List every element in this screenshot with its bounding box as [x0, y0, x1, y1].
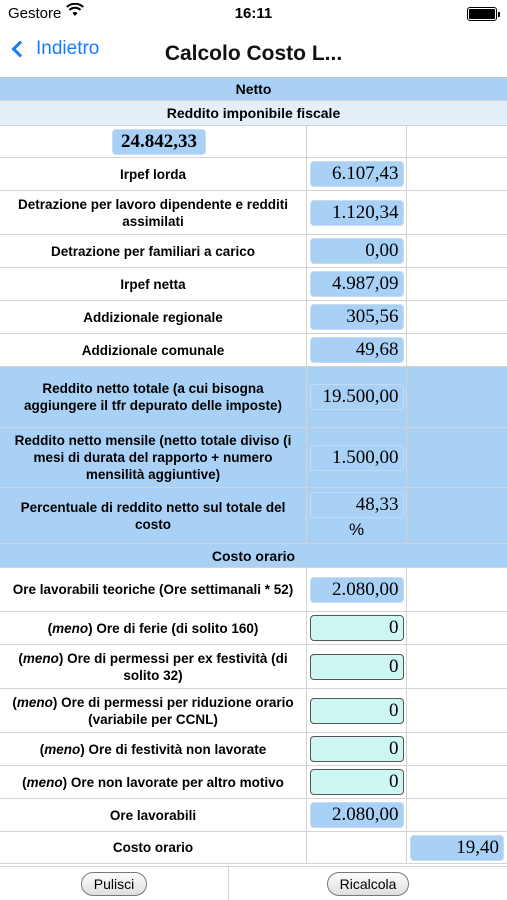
ore-festivita-input[interactable]: 0	[310, 736, 404, 762]
section-header-reddito	[0, 101, 507, 126]
table-row	[0, 612, 507, 645]
row-label: Addizionale comunale	[0, 334, 307, 366]
table-row	[0, 268, 507, 301]
section-header-costo-orario	[0, 544, 507, 568]
reddito-imponibile-value: 24.842,33	[112, 129, 206, 155]
irpef-netta-value: 4.987,09	[310, 271, 404, 297]
table-row	[0, 126, 507, 158]
table-row	[0, 191, 507, 235]
row-label: (meno) Ore di permessi per ex festività (di solito 32)	[18, 650, 288, 683]
row-label: Detrazione per familiari a carico	[0, 235, 307, 267]
table-row	[0, 235, 507, 268]
table-row	[0, 645, 507, 689]
addizionale-regionale-value: 305,56	[310, 304, 404, 330]
reddito-netto-mensile-value: 1.500,00	[310, 445, 404, 471]
row-label: (meno) Ore non lavorate per altro motivo	[22, 774, 284, 790]
percent-unit: %	[348, 519, 365, 539]
ore-riduzione-orario-input[interactable]: 0	[310, 698, 404, 724]
section-header-netto	[0, 78, 507, 101]
row-label: Ore lavorabili teoriche (Ore settimanali * 52)	[0, 568, 307, 611]
row-label: Reddito netto mensile (netto totale diviso (i mesi di durata del rapporto + numero mensilità aggiuntive)	[0, 428, 307, 487]
table-row	[0, 832, 507, 864]
carrier-label: Gestore	[8, 5, 62, 22]
irpef-lorda-value: 6.107,43	[310, 161, 404, 187]
clock: 16:11	[234, 5, 273, 22]
toolbar	[0, 866, 507, 900]
table-row	[0, 689, 507, 733]
percentuale-netto-value: 48,33	[310, 492, 404, 518]
section-title: Costo orario	[211, 547, 296, 564]
table-row	[0, 766, 507, 799]
row-label: Reddito netto totale (a cui bisogna aggiungere il tfr depurato delle imposte)	[0, 367, 307, 427]
calculation-table	[0, 78, 507, 864]
table-row	[0, 158, 507, 191]
section-title: Netto	[235, 81, 272, 97]
row-label: Detrazione per lavoro dipendente e redditi assimilati	[0, 191, 307, 234]
table-row	[0, 568, 507, 612]
ore-altro-motivo-input[interactable]: 0	[310, 769, 404, 795]
ore-ferie-input[interactable]: 0	[310, 615, 404, 641]
page-title: Calcolo Costo L...	[164, 42, 343, 65]
clear-button[interactable]: Pulisci	[81, 872, 147, 896]
row-label: Irpef lorda	[0, 158, 307, 190]
back-label: Indietro	[36, 38, 100, 59]
ore-lavorabili-teoriche-value: 2.080,00	[310, 577, 404, 603]
row-label: Irpef netta	[0, 268, 307, 300]
row-label: Ore lavorabili	[0, 799, 307, 831]
table-row	[0, 334, 507, 367]
row-label: (meno) Ore di permessi per riduzione orario (variabile per CCNL)	[12, 694, 294, 727]
navigation-bar	[0, 28, 507, 78]
ore-ex-festivita-input[interactable]: 0	[310, 654, 404, 680]
table-row	[0, 799, 507, 832]
recalculate-button[interactable]: Ricalcola	[327, 872, 410, 896]
detrazione-familiari-value: 0,00	[310, 238, 404, 264]
reddito-netto-totale-value: 19.500,00	[310, 384, 404, 410]
row-label: Percentuale di reddito netto sul totale del costo	[0, 488, 307, 543]
table-row	[0, 488, 507, 544]
row-label: (meno) Ore di ferie (di solito 160)	[47, 620, 259, 636]
status-bar	[0, 0, 507, 28]
row-label: Addizionale regionale	[0, 301, 307, 333]
addizionale-comunale-value: 49,68	[310, 337, 404, 363]
table-row	[0, 733, 507, 766]
row-label: Costo orario	[0, 832, 307, 863]
battery-icon	[467, 7, 497, 21]
table-row	[0, 301, 507, 334]
table-row	[0, 428, 507, 488]
detrazione-lavoro-value: 1.120,34	[310, 200, 404, 226]
ore-lavorabili-value: 2.080,00	[310, 802, 404, 828]
costo-orario-value: 19,40	[410, 835, 504, 861]
row-label: (meno) Ore di festività non lavorate	[39, 741, 267, 757]
section-title: Reddito imponibile fiscale	[166, 105, 341, 121]
table-row	[0, 367, 507, 428]
